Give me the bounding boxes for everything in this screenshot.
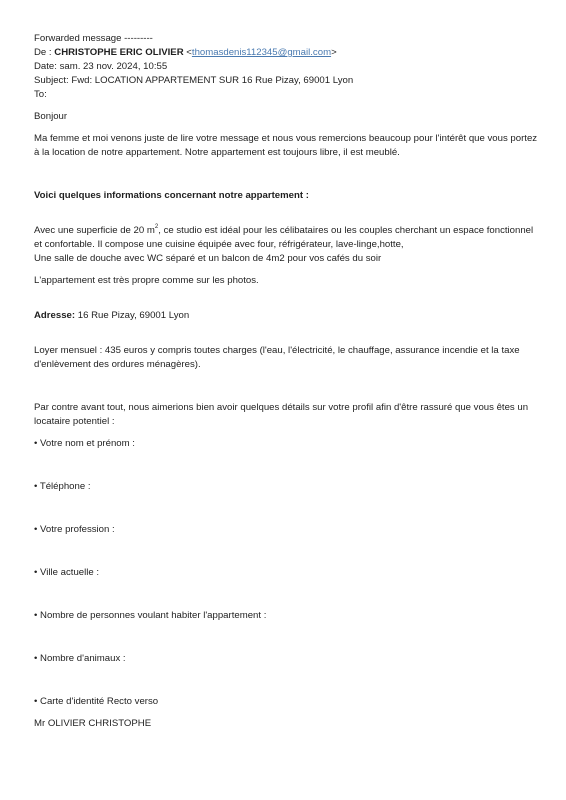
from-line <box>34 46 539 60</box>
from-name: CHRISTOPHE ERIC OLIVIER <box>54 47 184 58</box>
to-line: To: <box>34 89 47 100</box>
bullet-persons: • Nombre de personnes voulant habiter l'appartement : <box>34 610 267 621</box>
subject-line: Subject: Fwd: LOCATION APPARTEMENT SUR 16 Rue Pizay, 69001 Lyon <box>34 75 354 86</box>
bullet-phone: • Téléphone : <box>34 481 91 492</box>
bullet-profession: • Votre profession : <box>34 524 115 535</box>
address-label: Adresse: <box>34 310 76 321</box>
email-open-bracket: < <box>183 47 192 58</box>
email-header <box>34 32 539 102</box>
info-heading: Voici quelques informations concernant notre appartement : <box>34 190 309 201</box>
sender-email-link[interactable]: thomasdenis112345@gmail.com <box>191 47 332 58</box>
bullet-animals: • Nombre d'animaux : <box>34 653 126 664</box>
forwarded-line: Forwarded message --------- <box>34 33 153 44</box>
greeting: Bonjour <box>34 111 68 122</box>
email-close-bracket: > <box>331 47 337 58</box>
bullet-city: • Ville actuelle : <box>34 567 100 578</box>
address-value: 16 Rue Pizay, 69001 Lyon <box>75 310 190 321</box>
signature: Mr OLIVIER CHRISTOPHE <box>34 718 152 729</box>
intro-paragraph: Ma femme et moi venons juste de lire votre message et nous vous remercions beaucoup pour l'intérêt que vous portez à la location de notre appartement. Notre appartement est toujours libre, il est meublé. <box>34 133 538 158</box>
rent-paragraph: Loyer mensuel : 435 euros y compris toutes charges (l'eau, l'électricité, le chauffage, assurance incendie et la taxe d'enlèvement des ordures ménagères). <box>34 345 520 370</box>
address-line <box>34 309 539 323</box>
description-line-3: Une salle de douche avec WC séparé et un balcon de 4m2 pour vos cafés du soir <box>34 253 382 264</box>
clean-statement: L'appartement est très propre comme sur les photos. <box>34 275 259 286</box>
from-label: De : <box>34 47 55 58</box>
bullet-id-card: • Carte d'identité Recto verso <box>34 696 159 707</box>
description-paragraph: Avec une superficie de 20 $m^2$, ce studio est idéal pour les célibataires ou les couples cherchant un espace fonctionnel et confortable. Il compose une cuisine équipée avec four, réfrigérateur, lave-linge,hotte, <box>34 223 534 250</box>
request-paragraph: Par contre avant tout, nous aimerions bien avoir quelques détails sur votre profil afin d'être rassuré que vous êtes un locataire potentiel : <box>34 402 529 427</box>
bullet-name: • Votre nom et prénom : <box>34 438 135 449</box>
email-body <box>34 32 539 731</box>
date-line: Date: sam. 23 nov. 2024, 10:55 <box>34 61 168 72</box>
